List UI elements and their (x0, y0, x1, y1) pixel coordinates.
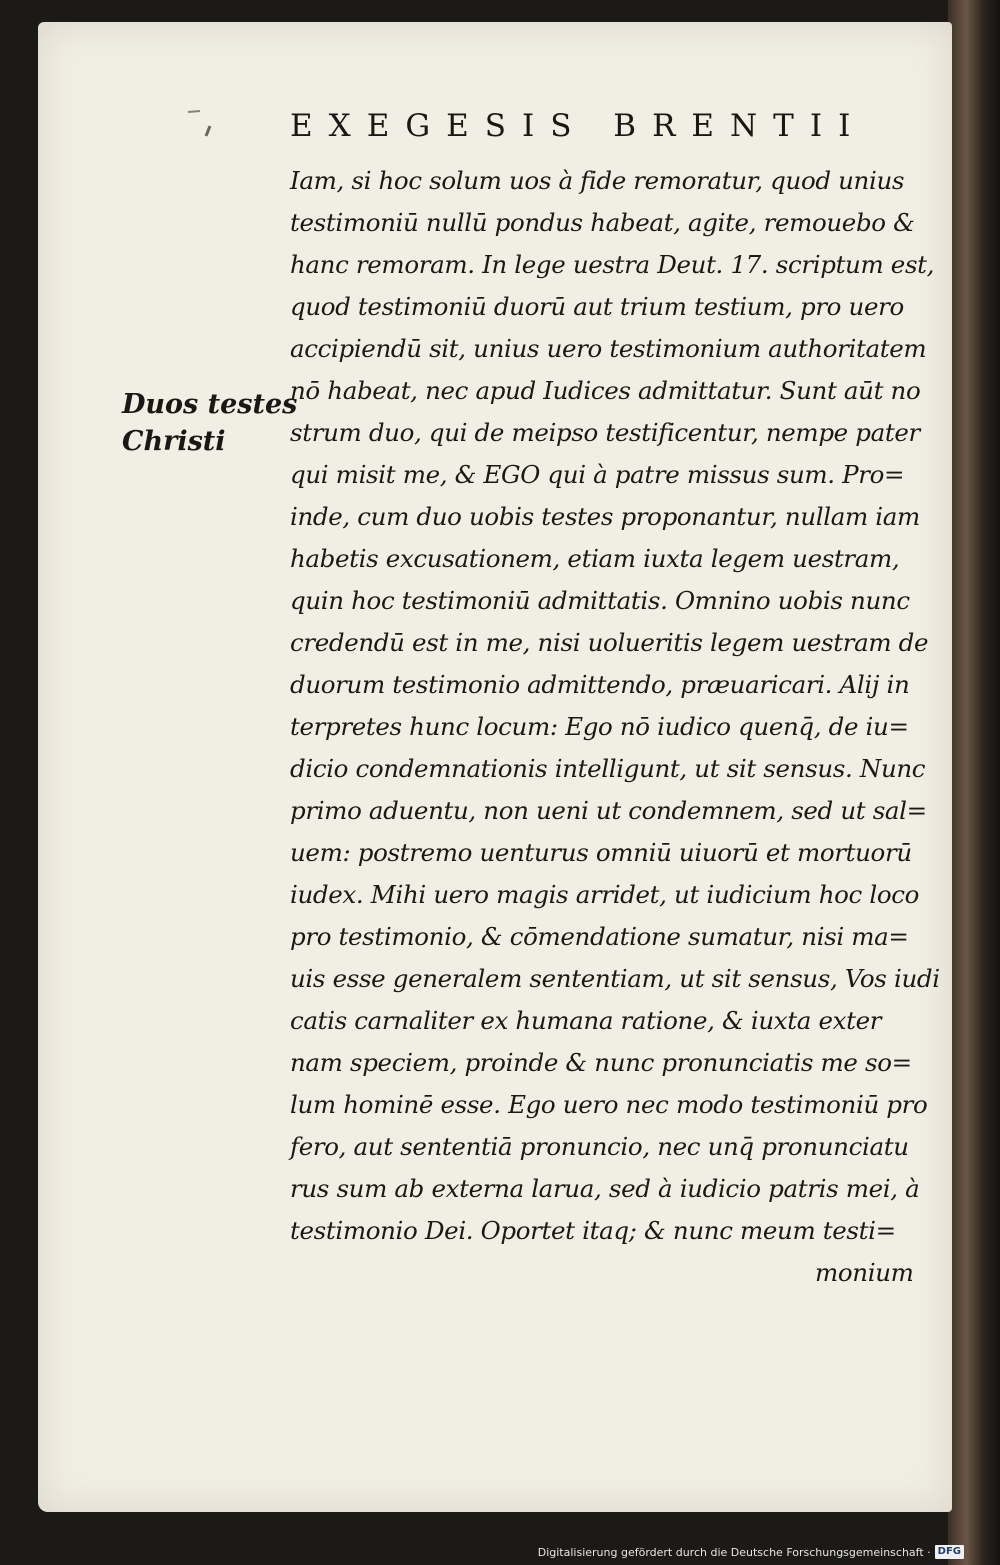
text-line: testimoniū nullū pondus habeat, agite, remouebo & (290, 208, 915, 237)
text-line: credendū est in me, nisi uolueritis legem uestram de (290, 628, 929, 657)
text-line: nam speciem, proinde & nunc pronunciatis me so= (290, 1048, 912, 1077)
marginal-note (122, 386, 298, 460)
text-line: lum hominē esse. Ego uero nec modo testimoniū pro (290, 1090, 928, 1119)
text-line: habetis excusationem, etiam iuxta legem uestram, (290, 544, 900, 573)
text-line: inde, cum duo uobis testes proponantur, nullam iam (290, 502, 920, 531)
text-line: quod testimoniū duorū aut trium testium, pro uero (290, 292, 904, 321)
catchword: monium (815, 1258, 914, 1287)
text-line: pro testimonio, & cōmendatione sumatur, nisi ma= (290, 922, 909, 951)
text-line: dicio condemnationis intelligunt, ut sit sensus. Nunc (290, 754, 926, 783)
text-line: rus sum ab externa larua, sed à iudicio patris mei, à (290, 1174, 920, 1203)
text-line: catis carnaliter ex humana ratione, & iuxta exter (290, 1006, 882, 1035)
text-line: fero, aut sententiā pronuncio, nec unq̄ pronunciatu (290, 1132, 909, 1161)
body-text (290, 160, 940, 1300)
book-edge (948, 0, 1000, 1565)
text-line: qui misit me, & EGO qui à patre missus sum. Pro= (290, 460, 905, 489)
text-line: testimonio Dei. Oportet itaq; & nunc meum testi= (290, 1216, 896, 1245)
text-line: strum duo, qui de meipso testificentur, nempe pater (290, 418, 920, 447)
text-line: accipiendū sit, unius uero testimonium authoritatem (290, 334, 927, 363)
text-line: Iam, si hoc solum uos à fide remoratur, quod unius (290, 166, 905, 195)
text-line: terpretes hunc locum: Ego nō iudico quenq̄, de iu= (290, 712, 909, 741)
marginal-note-line: Duos testes (122, 389, 298, 420)
marginal-note-line: Christi (122, 426, 226, 457)
running-head: EXEGESIS BRENTII (290, 108, 867, 144)
text-line: uem: postremo uenturus omniū uiuorū et mortuorū (290, 838, 912, 867)
digitization-footer (538, 1542, 964, 1562)
text-line: primo aduentu, non ueni ut condemnem, sed ut sal= (290, 796, 927, 825)
text-line: iudex. Mihi uero magis arridet, ut iudicium hoc loco (290, 880, 920, 909)
funding-credit: Digitalisierung gefördert durch die Deutsche Forschungsgemeinschaft · (537, 1545, 931, 1559)
text-line: nō habeat, nec apud Iudices admittatur. Sunt aūt no (290, 376, 921, 405)
dfg-logo: DFG (935, 1545, 964, 1559)
page-stain-mark (166, 102, 246, 162)
text-line: duorum testimonio admittendo, præuaricari. Alij in (290, 670, 910, 699)
text-line: uis esse generalem sententiam, ut sit sensus, Vos iudi (290, 964, 940, 993)
text-line: quin hoc testimoniū admittatis. Omnino uobis nunc (290, 586, 910, 615)
text-line: hanc remoram. In lege uestra Deut. 17. scriptum est, (290, 250, 935, 279)
